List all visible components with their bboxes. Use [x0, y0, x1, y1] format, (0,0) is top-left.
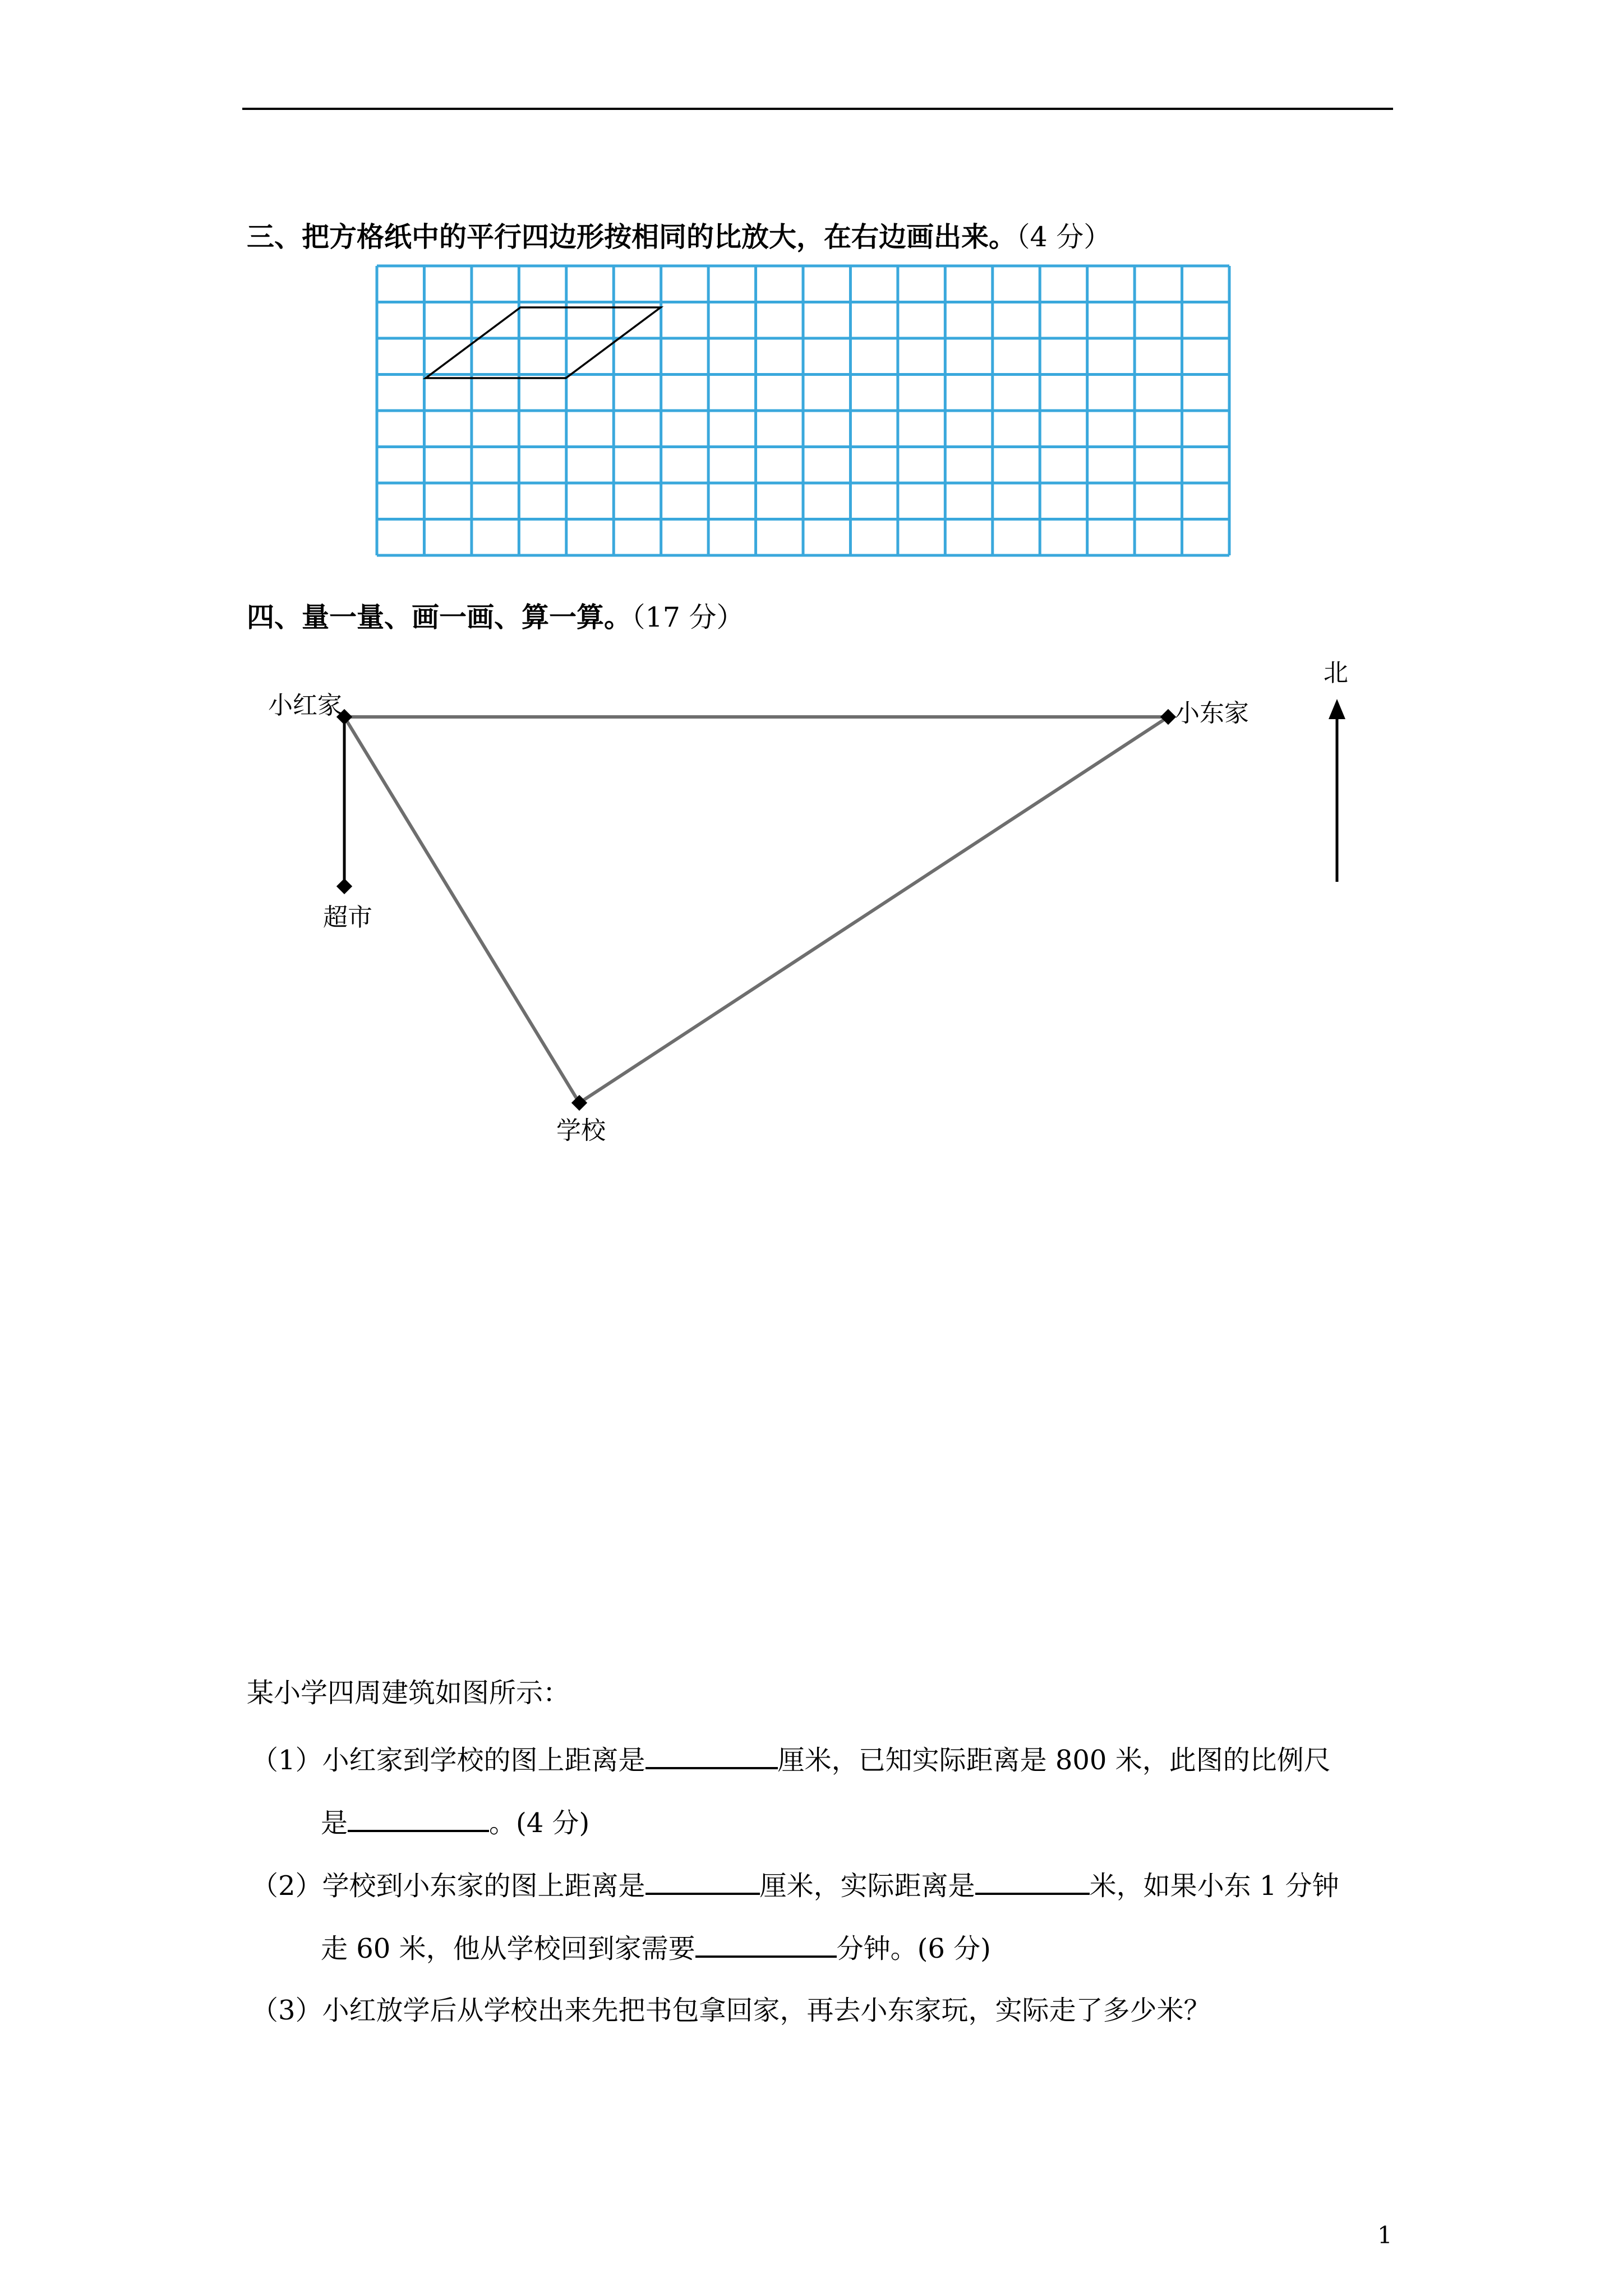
q2-text-c: 米，如果小东 1 分钟 [1089, 1870, 1339, 1902]
q2-number: （2） [251, 1870, 322, 1902]
section3-title: 三、把方格纸中的平行四边形按相同的比放大，在右边画出来。 [247, 220, 1017, 253]
label-north: 北 [1324, 659, 1348, 687]
route-xiaohong-school [344, 717, 579, 1103]
label-xiaohong-home: 小红家 [268, 691, 342, 720]
q1-number: （1） [251, 1745, 322, 1776]
intro-text: 某小学四周建筑如图所示： [247, 1677, 570, 1709]
q2-text-d: 走 60 米，他从学校回到家需要 [321, 1933, 695, 1964]
q1-text-b: 厘米，已知实际距离是 800 米，此图的比例尺 [777, 1745, 1331, 1776]
q2-text-e: 分钟。(6 分) [836, 1933, 991, 1964]
q1-text-d: 。(4 分) [489, 1807, 590, 1839]
route-school-xiaodong [579, 717, 1168, 1103]
q2-blank-map-distance[interactable] [645, 1868, 760, 1895]
q3-text: 小红放学后从学校出来先把书包拿回家，再去小东家玩，实际走了多少米？ [322, 1995, 1211, 2026]
q1-line1 [251, 1742, 1331, 1777]
q1-line2 [321, 1805, 589, 1840]
section3-points: （4 分） [1016, 221, 1112, 253]
q3-line [251, 1994, 1211, 2027]
q1-blank-distance[interactable] [645, 1742, 778, 1769]
north-arrow-head [1329, 699, 1345, 719]
section4-title: 四、量一量、画一画、算一算。 [247, 601, 632, 633]
label-supermarket: 超市 [323, 903, 372, 932]
section4-points: （17 分） [631, 601, 744, 633]
q1-blank-scale[interactable] [348, 1805, 489, 1832]
q2-line1 [251, 1868, 1339, 1903]
q1-text-a: 小红家到学校的图上距离是 [322, 1745, 645, 1776]
label-school: 学校 [556, 1116, 606, 1145]
q2-blank-actual-distance[interactable] [975, 1868, 1090, 1895]
q3-number: （3） [251, 1995, 322, 2026]
q2-text-a: 学校到小东家的图上距离是 [322, 1870, 645, 1902]
q2-text-b: 厘米，实际距离是 [759, 1870, 975, 1902]
q1-text-c: 是 [321, 1807, 348, 1839]
q2-blank-minutes[interactable] [695, 1931, 837, 1958]
q2-line2 [321, 1931, 991, 1966]
label-xiaodong-home: 小东家 [1175, 699, 1249, 728]
point-supermarket [336, 878, 352, 894]
page-number: 1 [1377, 2221, 1393, 2249]
